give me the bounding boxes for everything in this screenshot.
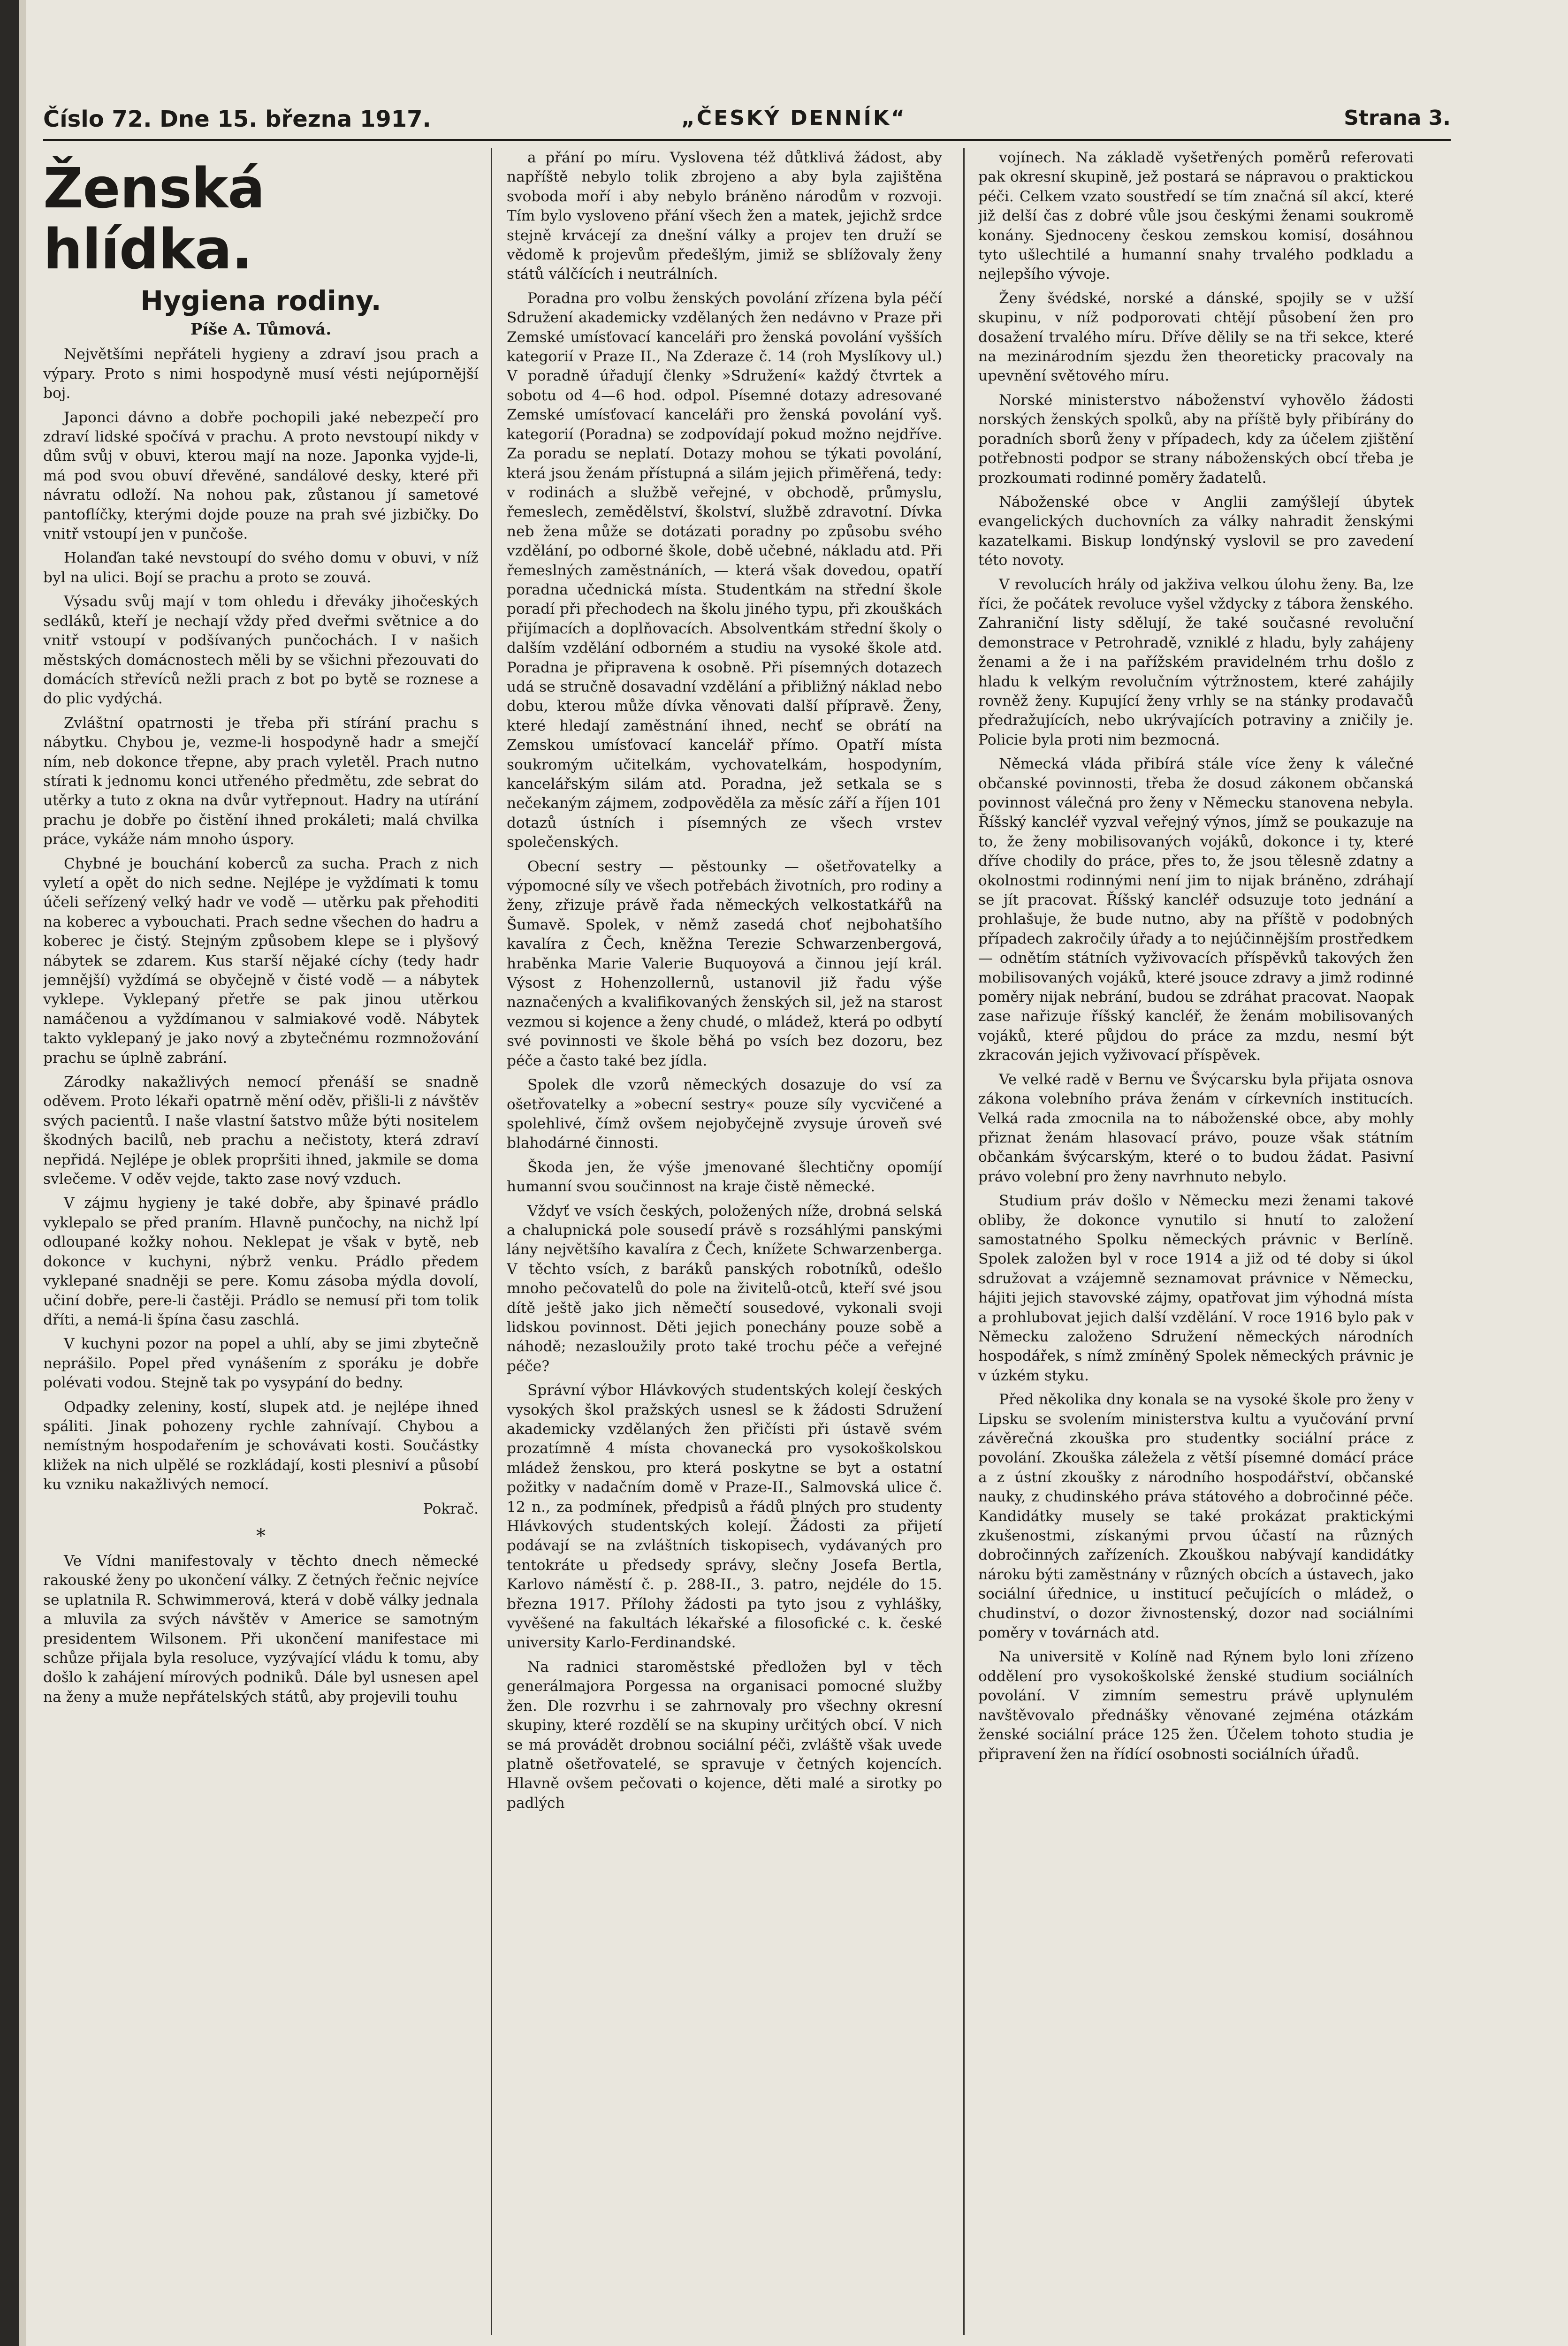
paragraph: Holanďan také nevstoupí do svého domu v obuvi, v níž byl na ulici. Bojí se prachu a proto se zouvá. [43,549,479,586]
paragraph: Na universitě v Kolíně nad Rýnem bylo loni zřízeno oddělení pro vysokoškolské ženské studium sociálních povolání. V zimním semestru právě uplynulém navštěvovalo přednášky věnované zejména otázkám ženské sociální práce 125 žen. Účelem tohoto studia je připravení žen na řídící osobnosti sociálních úřadů. [978,1648,1414,1763]
paragraph: a přání po míru. Vyslovena též důtklivá žádost, aby napříště nebylo tolik zbrojeno a aby byla zajištěna svoboda moří i aby nebylo bráněno národům v rozvoji. Tím bylo vysloveno přání všech žen a matek, jejichž srdce stejně krvácejí za dnešní války a projev ten druží se vědomě k projevům předešlým, jimiž se sblížovaly ženy států válčících i neutrálních. [507,149,942,283]
paragraph: Škoda jen, že výše jmenované šlechtičny opomíjí humanní svou součinnost na kraje čistě německé. [507,1158,942,1196]
column-3 [978,148,1414,2335]
continued-note: Pokrač. [423,1500,479,1517]
paragraph: Norské ministerstvo náboženství vyhovělo žádosti norských ženských spolků, aby na příště byly přibírány do poradních sborů ženy v případech, kdy za účelem zjištění potřebnosti podpor se strany náboženských obcí třeba je prozkoumati rodinné poměry žadatelů. [978,391,1414,487]
issue-date: Číslo 72. Dne 15. března 1917. [43,106,431,132]
paragraph: Odpadky zeleniny, kostí, slupek atd. je nejlépe ihned spáliti. Jinak pohozeny rychle zahnívají. Chybou a nemístným hospodařením je schovávati kosti. Součástky kližek na nich ulpělé se rozkládají, kosti plesniví a působí ku vzniku nakažlivých nemocí. [43,1398,479,1493]
paragraph: Obecní sestry — pěstounky — ošetřovatelky a výpomocné síly ve všech potřebách životních, pro rodiny a ženy, zřizuje právě řada německých velkostatkářů na Šumavě. Spolek, v němž zasedá choť nejbohatšího kavalíra z Čech, kněžna Terezie Schwarzenbergová, hraběnka Marie Valerie Buquoyová a činnou její král. Výsost z Hohenzollernů, ustanovil již řadu výše naznačených a kvalifikovaných ženských sil, jež na starost vezmou si kojence a ženy chudé, o mládež, která po odbytí své povinnosti ve škole běhá po vsích bez dozoru, bez péče a často také bez jídla. [507,858,942,1069]
paragraph: Spolek dle vzorů německých dosazuje do vsí za ošetřovatelky a »obecní sestry« pouze síly vycvičené a spolehlivé, čímž ovšem nejobyčejně zvysuje úroveň své blahodárné činnosti. [507,1076,942,1152]
paragraph: Ženy švédské, norské a dánské, spojily se v užší skupinu, v níž podporovati chtějí působení žen pro dosažení trvalého míru. Dříve dělily se na tři sekce, které na mezinárodním sjezdu žen theoreticky pracovaly na upevnění světového míru. [978,289,1414,385]
header-rule [43,139,1451,141]
byline: Píše A. Tůmová. [190,320,332,339]
paragraph: Vždyť ve vsích českých, položených níže, drobná selská a chalupnická pole sousedí právě s rozsáhlými panskými lány největšího kavalíra z Čech, knížete Schwarzenberga. V těchto vsích, z baráků panských robotníků, odešlo mnoho pečovatelů do pole na živitelů-otců, kteří své jsou dítě ještě jako jich němečtí sousedové, vykonali svoji lidskou povinnost. Děti jejich ponechány pouze sobě a náhodě; nezasloužily proto také trochu péče a veřejné péče? [507,1202,942,1375]
newspaper-name: „ČESKÝ DENNÍK“ [681,106,906,130]
paragraph: V zájmu hygieny je také dobře, aby špinavé prádlo vyklepalo se před praním. Hlavně punčochy, na nichž lpí odloupané kožky nohou. Neklepat je však v bytě, neb dokonce v kuchyni, nýbrž venku. Prádlo předem vyklepané snadněji se pere. Komu zásoba mýdla dovolí, učiní dobře, pere-li častěji. Prádlo se nemusí při tom tolik dříti, a nemá-li špína času zaschlá. [43,1195,479,1328]
column-2 [507,148,942,2335]
paragraph: Před několika dny konala se na vysoké škole pro ženy v Lipsku se svolením ministerstva kultu a vyučování první závěrečná zkouška pro studentky sociální práce z povolání. Zkouška záležela z větší písemné domácí práce a z ústní zkoušky z národního hospodářství, občanské nauky, z chudinského práva státového a dobročinné péče. Kandidátky musely se také prokázat praktickými zkušenostmi, získanými prvou účastí na různých dobročinných zařízeních. Zkouškou nabývají kandidátky nároku býti zaměstnány v různých obcích a ústavech, jako sociální úřednice, u institucí pečujících o mládež, o chudinství, o dozor živnostenský, dozor nad sociálními poměry v továrnách atd. [978,1391,1414,1642]
paragraph: Studium práv došlo v Německu mezi ženami takové obliby, že dokonce vynutilo si hnutí to založení samostatného Spolku německých právnic v Berlíně. Spolek založen byl v roce 1914 a již od té doby si úkol sdružovat a vzájemně seznamovat právnice v Německu, hájiti jejich stavovské zájmy, opatřovat jim výhodná místa a prohlubovat jejich další vzdělání. V roce 1916 bylo pak v Německu založeno Sdružení německých národních hospodářek, s nímž zmíněný Spolek německých právnic je v úzkém styku. [978,1192,1414,1384]
paragraph: V kuchyni pozor na popel a uhlí, aby se jimi zbytečně neprášilo. Popel před vynášením z sporáku je dobře polévati vodou. Stejně tak po vysypání do bedny. [43,1335,479,1392]
paragraph: Zvláštní opatrnosti je třeba při stírání prachu s nábytku. Chybou je, vezme-li hospodyně hadr a smejčí ním, neb dokonce třepne, aby prach vyletěl. Prach nutno stírati k jednomu konci utřeného předmětu, zde sebrat do utěrky a tuto z okna na dvůr vytřepnout. Hadry na utírání prachu je dobře po čistění ihned prokáleti; malá chvilka práce, vykáže nám mnoho úspory. [43,714,479,848]
paragraph: Náboženské obce v Anglii zamýšlejí úbytek evangelických duchovních za války nahradit ženskými kazatelkami. Biskup londýnský vyslovil se pro zavedení této novoty. [978,493,1414,569]
separator-star: * [256,1525,266,1547]
scan-edge-light [19,0,26,2346]
paragraph: vojínech. Na základě vyšetřených poměrů referovati pak okresní skupině, jež postará se nápravou o praktickou péči. Celkem vzato soustředí se tím značná síl akcí, které již delší čas z dobré vůle jsou českými ženami soukromě konány. Sjednoceny českou zemskou komisí, dosáhnou tyto ušlechtilé a humanní snahy trvalého podkladu a nejlepšího vývoje. [978,149,1414,283]
scan-edge [0,0,19,2346]
page-header [43,106,1451,139]
paragraph: V revolucích hrály od jakživa velkou úlohu ženy. Ba, lze říci, že počátek revoluce vyšel vždycky z tábora ženského. Zahraniční listy sdělují, že také současné revoluční demonstrace v Petrohradě, vzniklé z hladu, byly zahájeny ženami a že i na pařížském pravidelném trhu došlo z hladu k velkým revolučním výtržnostem, které zahájily rovněž ženy. Kupující ženy vrhly se na stánky prodavačů předražujících, nebo ukrývajících potraviny a zničily je. Policie byla proti nim bezmocná. [978,576,1414,748]
paragraph: Ve velké radě v Bernu ve Švýcarsku byla přijata osnova zákona volebního práva ženám v církevních institucích. Velká rada zmocnila na to náboženské obce, aby mohly přiznat ženám hlasovací právo, pouze však státním občankám švýcarským, které o to budou žádat. Pasivní právo volební pro ženy navrhnuto nebylo. [978,1071,1414,1185]
paragraph: Správní výbor Hlávkových studentských kolejí českých vysokých škol pražských usnesl se k žádosti Sdružení akademicky vzdělaných žen přičísti při ústavě svém prozatímně 4 místa chovanecká pro vysokoškolskou mládež ženskou, pro která poskytne se byt a ostatní požitky v nadačním domě v Praze-II., Salmovská ulice č. 12 n., za podmínek, předpisů a řádů plných pro studenty Hlávkových studentských kolejí. Žádosti za přijetí podávají se na zvláštních tiskopisech, vydávaných pro tentokráte u předsedy správy, slečny Josefa Bertla, Karlovo náměstí č. p. 288-II., 3. patro, nejdéle do 15. března 1917. Přílohy žádosti pa tyto jsou z vyhlášky, vyvěšené na fakultách lékařské a filosofické c. k. české university Karlo-Ferdinandské. [507,1382,942,1652]
paragraph: Německá vláda přibírá stále více ženy k válečné občanské povinnosti, třeba že dosud zákonem občanská povinnost válečná pro ženy v Německu stanovena nebyla. Říšský kancléř vyzval veřejný výnos, jímž se poukazuje na to, že ženy mobilisovaných vojáků, dokonce i ty, které dříve chodily do práce, přes to, že jsou tělesně zdatny a okolnostmi rodinnými není jim to nijak bráněno, zdráhají se jít pracovat. Říšský kancléř odsuzuje toto jednání a prohlašuje, že bude nutno, aby na příště v podobných případech zakročily úřady a to nejúčinnějším prostředkem — odnětím státních vyživovacích příspěvků takových žen mobilisovaných vojáků, které jsouce zdravy a jimž rodinné poměry nijak nebrání, budou se zdráhat pracovat. Naopak zase nařizuje říšský kancléř, že ženám mobilisovaných vojáků, které půjdou do práce za mzdu, nesmí být zkracován jejich vyživovací příspěvek. [978,755,1414,1064]
paragraph: Na radnici staroměstské předložen byl v těch generálmajora Porgessa na organisaci pomocné služby žen. Dle rozvrhu i se zahrnovaly pro všechny okresní skupiny, které rozdělí se na skupiny určitých obcí. V nich se má provádět drobnou sociální péči, zvláště však uvede platně ošetřovatelé, se spravuje v četných kojencích. Hlavně ovšem pečovati o kojence, děti malé a sirotky po padlých [507,1658,942,1812]
paragraph: Největšími nepřáteli hygieny a zdraví jsou prach a výpary. Proto s nimi hospodyně musí vésti nejúpornější boj. [43,346,479,402]
section-title: Ženská hlídka. [43,156,265,282]
paragraph: Poradna pro volbu ženských povolání zřízena byla péčí Sdružení akademicky vzdělaných žen nedávno v Praze při Zemské umísťovací kanceláři pro ženská povolání vyšších kategorií v Praze II., Na Zderaze č. 14 (roh Myslíkovy ul.) V poradně úřadují členky »Sdružení« každý čtvrtek a sobotu od 4—6 hod. odpol. Písemné dotazy adresované Zemské umísťovací kanceláři pro ženská povolání vyš. kategorií (Poradna) se zodpovídají pokud možno nejdříve. Za poradu se neplatí. Dotazy mohou se týkati povolání, která jsou ženám přístupná a silám jejich přiměřená, tedy: v rodinách a službě veřejné, v obchodě, průmyslu, řemeslech, zemědělství, školství, službě zdravotní. Dívka neb žena může se dotázati poradny po způsobu svého vzdělání, po odborné škole, době učebné, nákladu atd. Při řemeslných zaměstnáních, — která však dovedou, opatří poradna učednická místa. Studentkám na střední škole poradí při přechodech na školu jiného typu, při zkouškách přijímacích a doplňovacích. Absolventkám střední školy o dalším vzdělání odborném a studiu na vysoké škole atd. Poradna je připravena k osobně. Při písemných dotazech udá se stručně dosavadní vzdělání a přibližný náklad nebo dobu, kterou může dívka věnovati další přípravě. Ženy, které hledají zaměstnání ihned, nechť se obrátí na Zemskou umísťovací kancelář přímo. Opatří místa soukromým učitelkám, vychovatelkám, hospodyním, kancelářským silám atd. Poradna, jež setkala se s nečekaným zájmem, zodpověděla za měsíc září a říjen 101 dotazů ústních i písemných ze všech vrstev společenských. [507,289,942,851]
paragraph: Japonci dávno a dobře pochopili jaké nebezpečí pro zdraví lidské spočívá v prachu. A proto nevstoupí nikdy v dům svůj v obuvi, kterou mají na noze. Japonka vyjde-li, má pod svou obuví dřevěné, sandálové desky, které při návratu odloží. Na nohou pak, zůstanou jí sametové pantoflíčky, kterými dojde pouze na prah své jizbičky. Do vnitř vstoupí jen v punčoše. [43,409,479,543]
column-divider [491,148,492,2335]
paragraph: Chybné je bouchání koberců za sucha. Prach z nich vyletí a opět do nich sedne. Nejlépe je vyždímati k tomu účeli seřízený velký hadr ve vodě — utěrku pak přehoditi na koberec a vybouchati. Prach sedne všechen do hadru a koberec je čistý. Stejným způsobem klepe se i plyšový nábytek se zdarem. Kus starší nějaké cíchy (tedy hadr jemnější) vyždímá se obyčejně v čisté vodě — a nábytek vyklepe. Vyklepaný přetře se pak jinou utěrkou namáčenou a vyždímanou v salmiakové vodě. Nábytek takto vyklepaný je jako nový a zbytečnému rozmnožování prachu se úplně zabrání. [43,855,479,1066]
paragraph: Ve Vídni manifestovaly v těchto dnech německé rakouské ženy po ukončení války. Z četných řečnic nejvíce se uplatnila R. Schwimmerová, která v době války jednala a mluvila za svých návštěv v Americe se samotným presidentem Wilsonem. Při ukončení manifestace mi schůze přijala byla resoluce, vyzývající vládu k tomu, aby došlo k zahájení mírových podniků. Dále byl usnesen apel na ženy a muže nepřátelských států, aby projevili touhu [43,1552,479,1706]
paragraph: Zárodky nakažlivých nemocí přenáší se snadně oděvem. Proto lékaři opatrně mění oděv, přišli-li z návštěv svých pacientů. I naše vlastní šatstvo může býti nositelem škodných bacilů, neb prachu a nečistoty, která zdraví nepřidá. Nejlépe je oblek propršiti ihned, jakmile se doma svlečeme. V oděv vejde, takto zase nový vzduch. [43,1074,479,1188]
paragraph: Výsadu svůj mají v tom ohledu i dřeváky jihočeských sedláků, kteří je nechají vždy před dveřmi světnice a do vnitř vstoupí v podšívaných punčochách. I v našich městských domácnostech měli by se všichni přezouvati do domácích střevíců nežli prach z bot po bytě se roznese a do plic vydýchá. [43,593,479,708]
column-divider [963,148,965,2335]
column-1 [43,148,479,2335]
article-title: Hygiena rodiny. [140,285,381,317]
page-number: Strana 3. [1344,106,1451,130]
